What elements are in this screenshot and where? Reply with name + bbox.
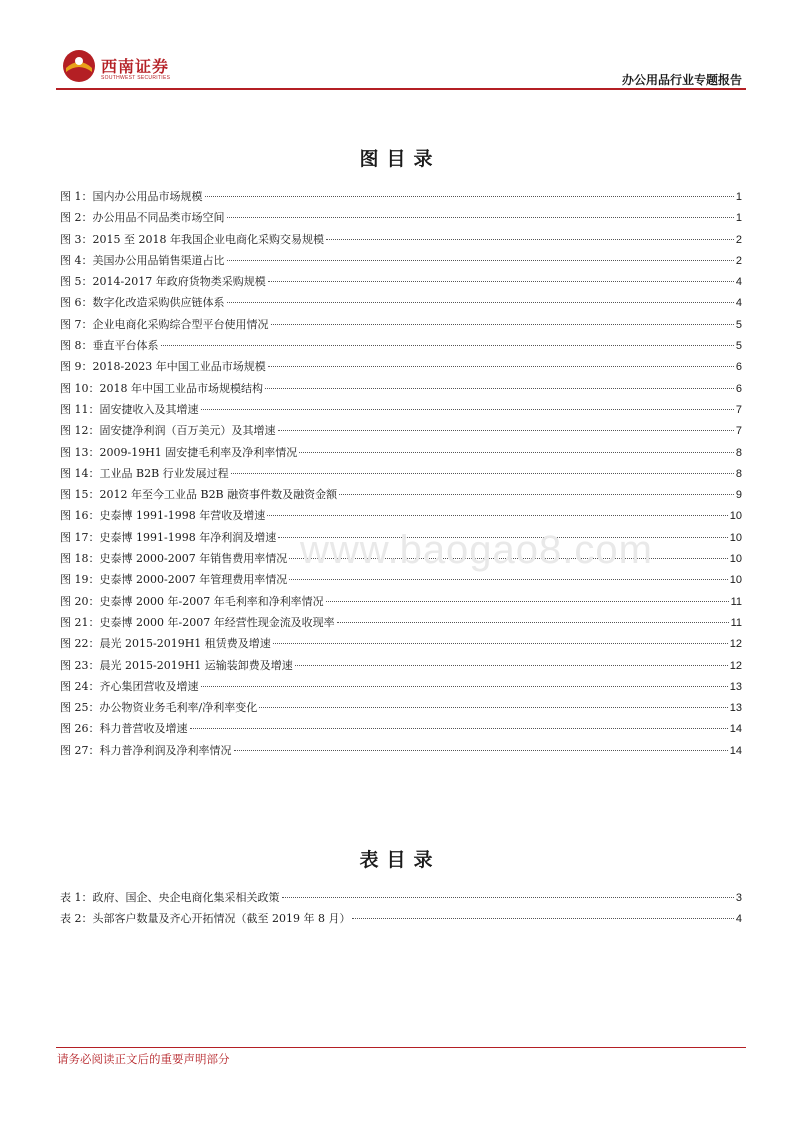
toc-dot-leader bbox=[282, 897, 734, 898]
toc-entry-page: 10 bbox=[729, 574, 742, 587]
report-title: 办公用品行业专题报告 bbox=[621, 73, 742, 87]
toc-dot-leader bbox=[299, 452, 734, 453]
toc-entry-page: 7 bbox=[735, 403, 742, 416]
toc-entry-page: 8 bbox=[735, 446, 742, 459]
toc-dot-leader bbox=[234, 750, 728, 751]
toc-dot-leader bbox=[278, 430, 734, 431]
toc-entry-label: 图 3：2015 至 2018 年我国企业电商化采购交易规模 bbox=[60, 232, 324, 246]
toc-entry-page: 5 bbox=[735, 340, 742, 353]
toc-dot-leader bbox=[161, 345, 734, 346]
toc-entry-label: 图 4：美国办公用品销售渠道占比 bbox=[60, 253, 225, 267]
toc-entry-label: 图 17：史泰博 1991-1998 年净利润及增速 bbox=[60, 530, 277, 544]
toc-entry-label: 表 2：头部客户数量及齐心开拓情况（截至 2019 年 8 月） bbox=[60, 912, 351, 926]
page-header bbox=[56, 44, 744, 90]
toc-entry-page: 14 bbox=[729, 744, 742, 757]
toc-entry-label: 图 16：史泰博 1991-1998 年营收及增速 bbox=[60, 509, 266, 523]
toc-entry-page: 1 bbox=[735, 212, 742, 225]
toc-dot-leader bbox=[227, 302, 734, 303]
toc-dot-leader bbox=[326, 601, 729, 602]
toc-dot-leader bbox=[231, 473, 734, 474]
toc-entry[interactable] bbox=[60, 250, 742, 271]
toc-entry-page: 13 bbox=[729, 680, 742, 693]
toc-dot-leader bbox=[289, 579, 728, 580]
toc-dot-leader bbox=[201, 409, 734, 410]
toc-entry-page: 10 bbox=[729, 553, 742, 566]
toc-entry-page: 13 bbox=[729, 702, 742, 715]
toc-dot-leader bbox=[268, 281, 734, 282]
toc-entry-page: 9 bbox=[735, 489, 742, 502]
toc-entry[interactable] bbox=[60, 420, 742, 441]
toc-entry[interactable] bbox=[60, 740, 742, 761]
toc-dot-leader bbox=[339, 494, 734, 495]
toc-entry-page: 4 bbox=[735, 913, 742, 926]
toc-dot-leader bbox=[337, 622, 729, 623]
toc-entry-label: 图 2：办公用品不同品类市场空间 bbox=[60, 211, 225, 225]
toc-entry[interactable] bbox=[60, 505, 742, 526]
toc-entry-label: 图 25：办公物资业务毛利率/净利率变化 bbox=[60, 701, 258, 715]
table-list bbox=[60, 887, 742, 930]
toc-entry-label: 图 24：齐心集团营收及增速 bbox=[60, 679, 199, 693]
toc-entry[interactable] bbox=[60, 229, 742, 250]
toc-dot-leader bbox=[201, 686, 728, 687]
header-divider bbox=[56, 88, 746, 90]
toc-dot-leader bbox=[268, 366, 734, 367]
toc-entry[interactable] bbox=[60, 591, 742, 612]
toc-entry[interactable] bbox=[60, 908, 742, 929]
toc-dot-leader bbox=[271, 324, 734, 325]
toc-entry-label: 图 13：2009-19H1 固安捷毛利率及净利率情况 bbox=[60, 445, 298, 459]
toc-entry[interactable] bbox=[60, 887, 742, 908]
toc-entry-label: 图 5：2014-2017 年政府货物类采购规模 bbox=[60, 275, 266, 289]
toc-entry-label: 图 11：固安捷收入及其增速 bbox=[60, 402, 199, 416]
toc-entry-page: 2 bbox=[735, 233, 742, 246]
toc-entry-page: 6 bbox=[735, 382, 742, 395]
toc-entry[interactable] bbox=[60, 335, 742, 356]
toc-entry-label: 图 9：2018-2023 年中国工业品市场规模 bbox=[60, 360, 266, 374]
toc-entry-page: 10 bbox=[729, 510, 742, 523]
toc-entry[interactable] bbox=[60, 399, 742, 420]
toc-entry[interactable] bbox=[60, 378, 742, 399]
toc-entry-label: 图 6：数字化改造采购供应链体系 bbox=[60, 296, 225, 310]
toc-entry[interactable] bbox=[60, 633, 742, 654]
toc-entry-page: 11 bbox=[730, 595, 742, 608]
logo-text-cn: 西南证券 bbox=[101, 57, 170, 76]
toc-entry-page: 8 bbox=[735, 467, 742, 480]
toc-entry-page: 4 bbox=[735, 276, 742, 289]
toc-entry-label: 图 12：固安捷净利润（百万美元）及其增速 bbox=[60, 424, 276, 438]
toc-dot-leader bbox=[227, 260, 734, 261]
toc-entry[interactable] bbox=[60, 442, 742, 463]
toc-entry-page: 14 bbox=[729, 723, 742, 736]
toc-entry[interactable] bbox=[60, 271, 742, 292]
toc-entry-label: 图 14：工业品 B2B 行业发展过程 bbox=[60, 466, 229, 480]
tables-section-title: 表目录 bbox=[359, 849, 441, 871]
toc-dot-leader bbox=[267, 515, 728, 516]
toc-entry[interactable] bbox=[60, 676, 742, 697]
toc-dot-leader bbox=[259, 707, 728, 708]
toc-entry[interactable] bbox=[60, 186, 742, 207]
toc-entry[interactable] bbox=[60, 356, 742, 377]
toc-entry-page: 2 bbox=[735, 254, 742, 267]
toc-entry-page: 3 bbox=[735, 892, 742, 904]
footer-disclaimer: 请务必阅读正文后的重要声明部分 bbox=[57, 1052, 230, 1066]
toc-entry[interactable] bbox=[60, 314, 742, 335]
toc-entry-label: 图 15：2012 年至今工业品 B2B 融资事件数及融资金额 bbox=[60, 488, 338, 502]
toc-entry-label: 图 26：科力普营收及增速 bbox=[60, 722, 188, 736]
toc-entry-page: 1 bbox=[735, 191, 742, 203]
toc-entry-label: 图 8：垂直平台体系 bbox=[60, 339, 159, 353]
toc-entry[interactable] bbox=[60, 697, 742, 718]
toc-dot-leader bbox=[205, 196, 734, 197]
company-logo bbox=[61, 48, 201, 88]
footer-divider bbox=[56, 1047, 746, 1048]
toc-dot-leader bbox=[326, 239, 734, 240]
toc-entry-page: 12 bbox=[729, 638, 742, 651]
figure-list bbox=[60, 186, 742, 761]
toc-entry-label: 图 19：史泰博 2000-2007 年管理费用率情况 bbox=[60, 573, 288, 587]
logo-emblem-icon bbox=[61, 48, 97, 84]
toc-dot-leader bbox=[227, 217, 734, 218]
toc-entry[interactable] bbox=[60, 612, 742, 633]
toc-entry-label: 表 1：政府、国企、央企电商化集采相关政策 bbox=[60, 891, 280, 904]
toc-entry-label: 图 23：晨光 2015-2019H1 运输装卸费及增速 bbox=[60, 658, 293, 672]
toc-entry[interactable] bbox=[60, 484, 742, 505]
toc-entry[interactable] bbox=[60, 207, 742, 228]
toc-entry-label: 图 20：史泰博 2000 年-2007 年毛利率和净利率情况 bbox=[60, 594, 324, 608]
toc-entry-label: 图 1：国内办公用品市场规模 bbox=[60, 190, 203, 203]
toc-entry-label: 图 27：科力普净利润及净利率情况 bbox=[60, 743, 232, 757]
figures-section-title: 图目录 bbox=[359, 148, 441, 170]
logo-text-en: SOUTHWEST SECURITIES bbox=[101, 75, 171, 81]
toc-entry-label: 图 21：史泰博 2000 年-2007 年经营性现金流及收现率 bbox=[60, 615, 335, 629]
toc-entry-page: 6 bbox=[735, 361, 742, 374]
toc-entry[interactable] bbox=[60, 718, 742, 739]
toc-dot-leader bbox=[273, 643, 728, 644]
toc-entry[interactable] bbox=[60, 463, 742, 484]
toc-dot-leader bbox=[352, 918, 733, 919]
toc-entry-page: 4 bbox=[735, 297, 742, 310]
toc-entry-page: 12 bbox=[729, 659, 742, 672]
watermark: www.baogao8.com bbox=[300, 528, 653, 572]
toc-entry-label: 图 10：2018 年中国工业品市场规模结构 bbox=[60, 381, 263, 395]
toc-entry-page: 7 bbox=[735, 425, 742, 438]
toc-entry-label: 图 7：企业电商化采购综合型平台使用情况 bbox=[60, 317, 269, 331]
toc-entry[interactable] bbox=[60, 655, 742, 676]
toc-entry-label: 图 22：晨光 2015-2019H1 租赁费及增速 bbox=[60, 637, 271, 651]
toc-entry-page: 11 bbox=[730, 616, 742, 629]
toc-entry[interactable] bbox=[60, 292, 742, 313]
toc-entry-page: 10 bbox=[729, 531, 742, 544]
toc-dot-leader bbox=[190, 728, 728, 729]
toc-entry-page: 5 bbox=[735, 318, 742, 331]
toc-dot-leader bbox=[295, 665, 728, 666]
toc-dot-leader bbox=[265, 388, 734, 389]
toc-entry-label: 图 18：史泰博 2000-2007 年销售费用率情况 bbox=[60, 552, 288, 566]
